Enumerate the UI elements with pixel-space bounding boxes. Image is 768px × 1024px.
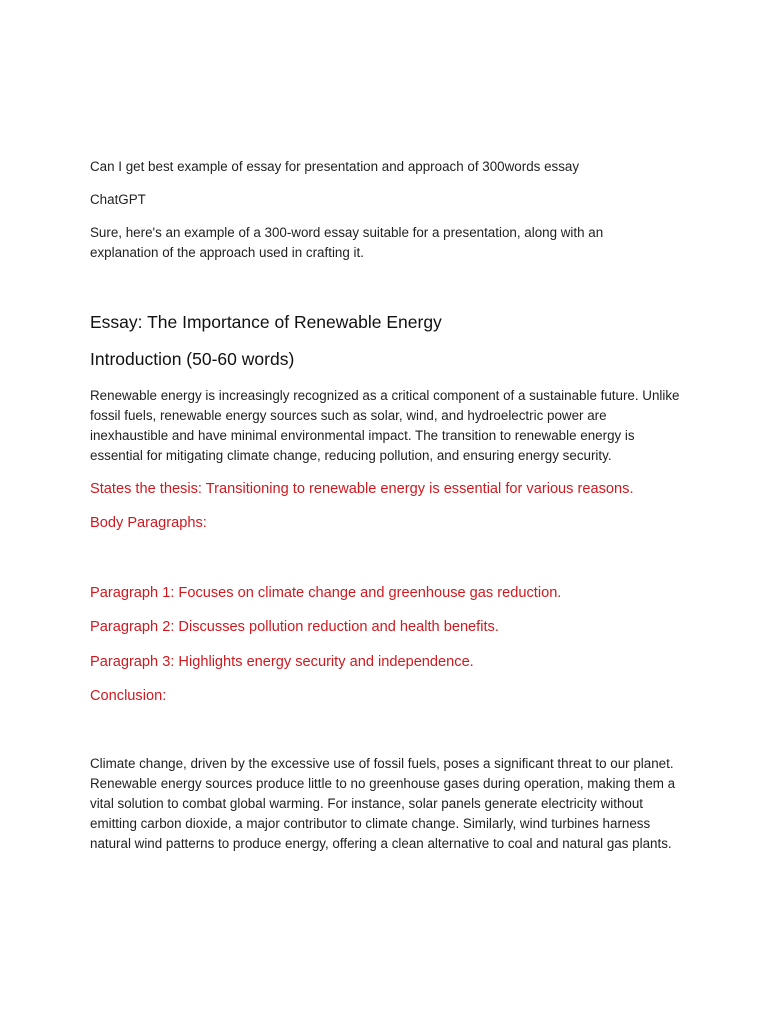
intro-heading: Introduction (50-60 words) xyxy=(90,349,295,369)
body-paragraph: Climate change, driven by the excessive use of fossil fuels, poses a significant threat to our planet. Renewable energy sources produce little to no greenhouse gases during operation, making them a vital solution to combat global warming. For instance, solar panels generate electricity without emitting carbon dioxide, a major contributor to climate change. Similarly, wind turbines harness natural wind patterns to produce energy, offering a clean alternative to coal and natural gas plants. xyxy=(90,756,676,851)
user-prompt: Can I get best example of essay for presentation and approach of 300words essay xyxy=(90,159,580,174)
paragraph-3-note: Paragraph 3: Highlights energy security and independence. xyxy=(90,654,474,670)
thesis-note: States the thesis: Transitioning to renewable energy is essential for various reasons. xyxy=(90,481,634,497)
essay-title: Essay: The Importance of Renewable Energy xyxy=(90,312,442,332)
body-paragraphs-label: Body Paragraphs: xyxy=(90,515,207,531)
speaker-label: ChatGPT xyxy=(90,192,146,207)
response-intro: Sure, here's an example of a 300-word essay suitable for a presentation, along with an explanation of the approach used in crafting it. xyxy=(90,225,604,260)
paragraph-1-note: Paragraph 1: Focuses on climate change and greenhouse gas reduction. xyxy=(90,585,562,601)
paragraph-2-note: Paragraph 2: Discusses pollution reduction and health benefits. xyxy=(90,619,499,635)
intro-paragraph: Renewable energy is increasingly recognized as a critical component of a sustainable future. Unlike fossil fuels, renewable energy sources such as solar, wind, and hydroelectric power are inexhaustible and have minimal environmental impact. The transition to renewable energy is essential for mitigating climate change, reducing pollution, and ensuring energy security. xyxy=(90,388,680,463)
conclusion-label: Conclusion: xyxy=(90,688,167,704)
